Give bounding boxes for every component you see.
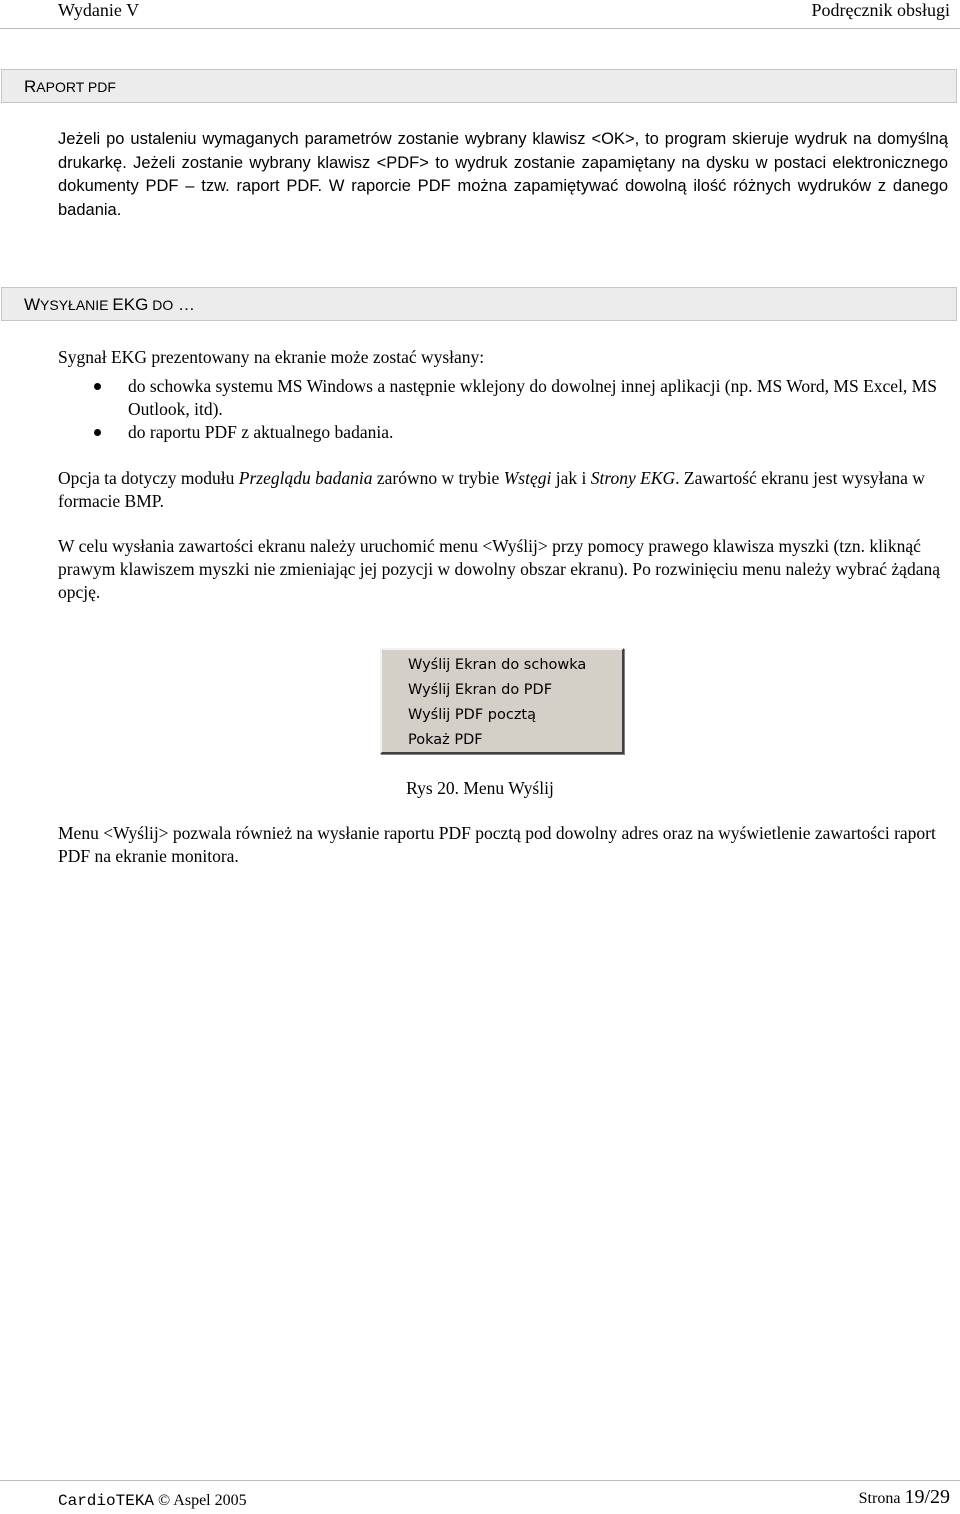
module-paragraph xyxy=(58,467,948,513)
footer-copyright xyxy=(58,1492,247,1510)
send-targets-list xyxy=(58,375,948,444)
heading-rest: YSYŁANIE xyxy=(40,297,113,313)
section-heading-wysylanie-ekg xyxy=(1,287,957,321)
raport-pdf-paragraph: Jeżeli po ustaleniu wymaganych parametrów zostanie wybrany klawisz <OK>, to program skieruje wydruk na domyślną drukarkę. Jeżeli zostanie wybrany klawisz <PDF> to wydruk zostanie zapamiętany na dysku w postaci elektronicznego dokumenty PDF – tzw. raport PDF. W raporcie PDF można zapamiętywać dowolną ilość różnych wydruków z danego badania. xyxy=(58,130,948,219)
footer-brand: CardioTEKA xyxy=(58,1492,155,1510)
heading-initial: R xyxy=(24,77,37,96)
text-run: Opcja ta dotyczy modułu xyxy=(58,468,239,488)
text-run: zarówno w trybie xyxy=(372,468,504,488)
figure-caption: Rys 20. Menu Wyślij xyxy=(406,778,554,798)
intro-paragraph: Sygnał EKG prezentowany na ekranie może zostać wysłany: xyxy=(58,347,485,367)
menu-item-send-screen-clipboard[interactable]: Wyślij Ekran do schowka xyxy=(408,657,587,673)
menu-item-show-pdf[interactable]: Pokaż PDF xyxy=(408,732,483,748)
header-divider xyxy=(0,28,960,29)
page-count: 19/29 xyxy=(904,1486,950,1508)
heading-initial: W xyxy=(24,295,41,314)
send-instructions-paragraph: W celu wysłania zawartości ekranu należy uruchomić menu <Wyślij> przy pomocy prawego klawisza myszki (tzn. kliknąć prawym klawiszem myszki nie zmieniając jej pozycji w dowolny obszar ekranu). Po rozwinięciu menu należy wybrać żądaną opcję. xyxy=(58,536,940,602)
heading-rest: APORT PDF xyxy=(36,79,116,95)
italic-mode-name: Wstęgi xyxy=(503,468,552,488)
footer-divider xyxy=(0,1480,960,1481)
heading-ekg: EKG xyxy=(112,295,149,314)
menu-item-send-screen-pdf[interactable]: Wyślij Ekran do PDF xyxy=(408,682,553,698)
italic-mode-name: Strony EKG xyxy=(590,468,676,488)
list-item xyxy=(58,421,948,444)
list-item xyxy=(58,375,948,421)
list-item-text: do schowka systemu MS Windows a następnie wklejony do dowolnej innej aplikacji (np. MS Word, MS Excel, MS Outlook, itd). xyxy=(128,376,937,419)
bullet-icon xyxy=(94,429,101,436)
send-context-menu xyxy=(380,648,624,754)
list-item-text: do raportu PDF z aktualnego badania. xyxy=(128,422,394,442)
footer-page-number xyxy=(859,1486,950,1509)
section-heading-raport-pdf xyxy=(1,69,957,103)
header-manual-title: Podręcznik obsługi xyxy=(811,0,950,20)
italic-module-name: Przeglądu badania xyxy=(238,468,373,488)
text-run: . Zawartość ekranu jest wysyłana w formacie BMP. xyxy=(58,468,925,511)
send-menu-paragraph: Menu <Wyślij> pozwala również na wysłanie raportu PDF pocztą pod dowolny adres oraz na wyświetlenie zawartości raport PDF na ekranie monitora. xyxy=(58,823,936,866)
footer-copyright-text: © Aspel 2005 xyxy=(154,1492,247,1509)
menu-item-send-pdf-mail[interactable]: Wyślij PDF pocztą xyxy=(408,707,537,723)
heading-do: DO xyxy=(148,297,174,313)
page-label: Strona xyxy=(858,1490,905,1507)
header-edition: Wydanie V xyxy=(58,0,140,20)
bullet-icon xyxy=(94,383,101,390)
text-run: jak i xyxy=(551,468,591,488)
heading-ellipsis: … xyxy=(173,295,195,314)
